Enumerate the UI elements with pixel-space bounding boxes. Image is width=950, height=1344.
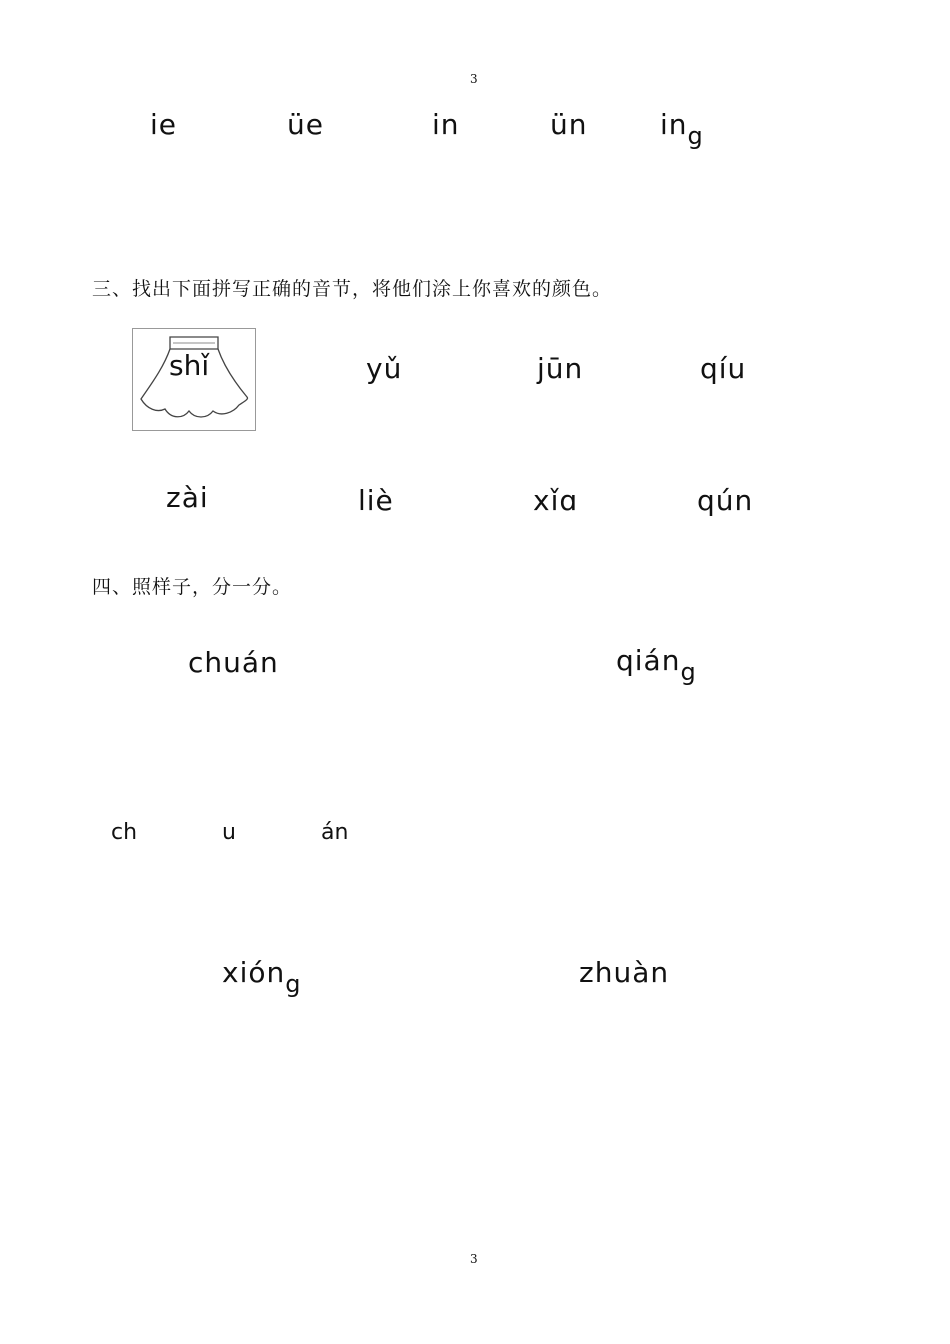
final-in: in: [432, 108, 460, 141]
page-number-bottom: 3: [470, 1252, 478, 1266]
syllable-zai[interactable]: zài: [166, 481, 209, 514]
syllable-qun[interactable]: qún: [697, 484, 754, 517]
word-zhuan: zhuàn: [579, 956, 670, 989]
syllable-xia[interactable]: xǐɑ: [533, 484, 579, 517]
example-part-medial: u: [222, 820, 236, 845]
word-chuan: chuán: [188, 646, 279, 679]
section-3-heading: 三、找出下面拼写正确的音节，将他们涂上你喜欢的颜色。: [92, 278, 613, 300]
final-ing: $in_g$: [660, 108, 704, 150]
word-xiong: xión$_g$: [222, 956, 302, 998]
syllable-qiu[interactable]: qíu: [700, 352, 747, 385]
page-number-top: 3: [470, 72, 478, 86]
word-qiang: qián$_g$: [616, 644, 697, 686]
final-ue: üe: [287, 108, 324, 141]
example-part-initial: ch: [111, 820, 138, 845]
syllable-jun[interactable]: jūn: [537, 352, 584, 385]
example-part-final: án: [321, 820, 349, 845]
final-un: ün: [550, 108, 588, 141]
syllable-lie[interactable]: liè: [358, 484, 394, 517]
picture-label: shǐ: [169, 349, 210, 382]
final-ie: ie: [150, 108, 178, 141]
section-4-heading: 四、照样子，分一分。: [92, 576, 293, 598]
syllable-yu[interactable]: yǔ: [366, 352, 403, 385]
skirt-picture: [132, 328, 256, 431]
